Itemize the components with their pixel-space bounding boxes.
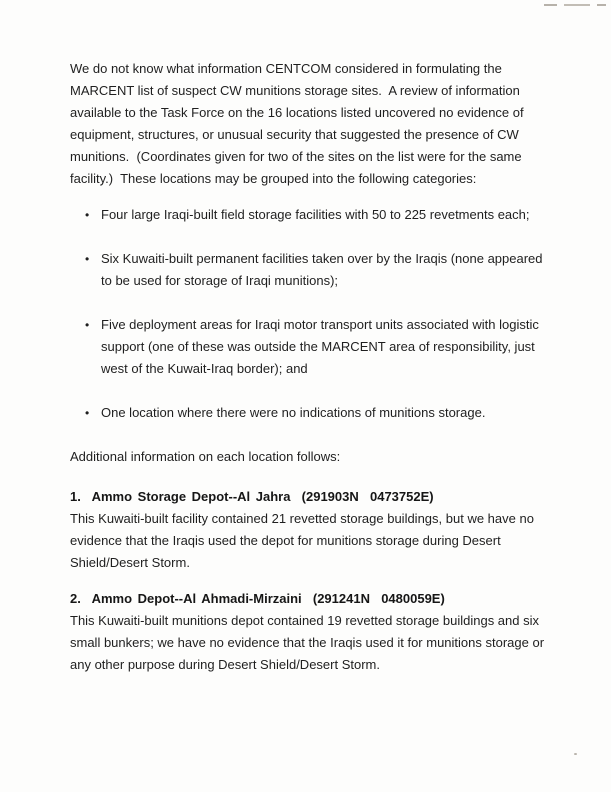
intro-paragraph: We do not know what information CENTCOM considered in formulating the MARCENT list of suspect CW munitions storage sites. A review of information available to the Task Force on the 16 locations listed uncovered no evidence of equipment, structures, or unusual security that suggested the presence of CW munitions. (Coordinates given for two of the sites on the list were for the same facility.) These locations may be grouped into the following categories:: [70, 61, 528, 186]
bullet-text: Five deployment areas for Iraqi motor transport units associated with logistic support (one of these was outside the MARCENT area of responsibility, just west of the Kuwait-Iraq border); and: [101, 317, 539, 376]
bullet-text: One location where there were no indications of munitions storage.: [101, 405, 486, 420]
category-list: [70, 204, 550, 424]
scan-dash: [564, 4, 590, 6]
list-item: [70, 248, 550, 292]
scan-dash: [597, 4, 606, 6]
section-body: This Kuwaiti-built munitions depot contained 19 revetted storage buildings and six small bunkers; we have no evidence that the Iraqis used it for munitions storage or any other purpose during Desert Shield/Desert Storm.: [70, 613, 548, 672]
location-section-1: [70, 486, 550, 574]
list-item: [70, 314, 550, 380]
additional-info-line: Additional information on each location follows:: [70, 449, 341, 464]
bullet-icon: •: [85, 208, 90, 222]
bullet-icon: •: [85, 318, 90, 332]
section-body: This Kuwaiti-built facility contained 21 revetted storage buildings, but we have no evidence that the Iraqis used the depot for munitions storage during Desert Shield/Desert Storm.: [70, 511, 538, 570]
bullet-text: Four large Iraqi-built field storage facilities with 50 to 225 revetments each;: [101, 207, 530, 222]
location-section-2: [70, 588, 550, 676]
bullet-text: Six Kuwaiti-built permanent facilities taken over by the Iraqis (none appeared to be used for storage of Iraqi munitions);: [101, 251, 543, 288]
bullet-icon: •: [85, 252, 90, 266]
page-content: [70, 58, 550, 686]
scan-artifact-top-right: [544, 4, 606, 6]
list-item: [70, 402, 550, 424]
scan-dash: [544, 4, 557, 6]
list-item: [70, 204, 550, 226]
scan-artifact-bottom-right: [574, 753, 577, 755]
bullet-icon: •: [85, 406, 90, 420]
section-heading: 2. Ammo Depot--Al Ahmadi-Mirzaini (291241N 0480059E): [70, 591, 445, 606]
section-heading: 1. Ammo Storage Depot--Al Jahra (291903N 0473752E): [70, 489, 434, 504]
